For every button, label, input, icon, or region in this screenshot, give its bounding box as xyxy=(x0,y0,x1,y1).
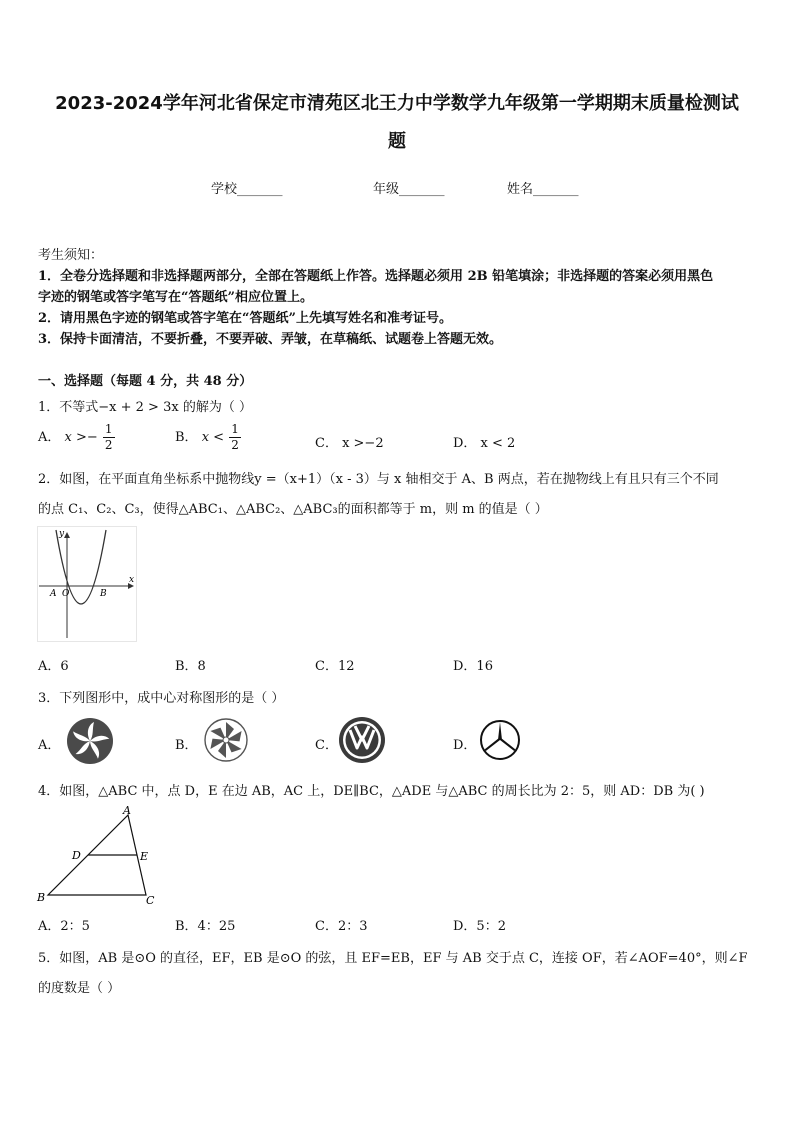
fig-label-x: x xyxy=(129,575,135,585)
q5-stem-2: 的度数是（ ） xyxy=(38,981,121,996)
fig-label-c: C xyxy=(146,894,155,905)
fig-label-e: E xyxy=(140,850,149,863)
q5-stem-1: 5．如图，AB 是⊙O 的直径，EF，EB 是⊙O 的弦，且 EF=EB，EF 与 AB 交于点 C，连接 OF，若∠AOF=40°，则∠F xyxy=(38,951,748,966)
q2-option-a: A．6 xyxy=(38,659,69,674)
q4-option-d: D．5：2 xyxy=(453,919,506,934)
student-info xyxy=(0,178,794,200)
section-heading: 一、选择题（每题 4 分，共 48 分） xyxy=(38,374,253,389)
q1-stem: 1．不等式−x + 2 > 3x 的解为（ ） xyxy=(38,400,252,415)
q1-a-den: 2 xyxy=(104,438,113,452)
q2-stem-1: 2．如图，在平面直角坐标系中抛物线y =（x+1）（x - 3）与 x 轴相交于 A、B 两点，若在抛物线上有且只有三个不同 xyxy=(38,472,719,487)
fig-label-b: B xyxy=(37,891,46,904)
q1-option-b xyxy=(175,422,242,453)
q1-b-prefix: x < xyxy=(201,430,225,445)
q3-option-a-label: A． xyxy=(38,738,61,753)
q1-option-a xyxy=(38,422,116,453)
q1-option-d: D． x < 2 xyxy=(453,436,516,451)
q1-a-label: A． xyxy=(38,430,61,445)
title-line-2: 题 xyxy=(388,131,406,152)
q2-option-b: B．8 xyxy=(175,659,206,674)
fig-label-b: B xyxy=(100,589,107,599)
q1-b-label: B． xyxy=(175,430,198,445)
q3-option-d-label: D． xyxy=(453,738,477,753)
vw-logo-icon xyxy=(338,716,386,764)
fig-label-o: O xyxy=(62,589,70,599)
q4-option-c: C．2：3 xyxy=(315,919,368,934)
q1-a-fraction xyxy=(103,422,115,453)
q4-option-a: A．2：5 xyxy=(38,919,90,934)
notice-line-3: 3．保持卡面清洁，不要折叠，不要弄破、弄皱，在草稿纸、试题卷上答题无效。 xyxy=(38,332,503,347)
q1-a-num: 1 xyxy=(104,422,113,436)
q3-stem: 3．下列图形中，成中心对称图形的是（ ） xyxy=(38,691,285,706)
q4-option-b: B．4：25 xyxy=(175,919,236,934)
notice-line-2: 2．请用黑色字迹的钢笔或答字笔在“答题纸”上先填写姓名和准考证号。 xyxy=(38,311,453,326)
fig-label-a: A xyxy=(123,805,131,817)
pinwheel-logo-icon xyxy=(203,717,249,763)
q1-a-prefix: x >− xyxy=(64,430,98,445)
q1-b-den: 2 xyxy=(231,438,239,452)
notice-line-1: 1．全卷分选择题和非选择题两部分，全部在答题纸上作答。选择题必须用 2B 铅笔填涂；非选择题的答案必须用黑色 xyxy=(38,269,714,284)
page-title xyxy=(30,85,764,161)
fig-label-y: y xyxy=(59,529,65,539)
name-field: 姓名_______ xyxy=(507,182,579,197)
school-field: 学校_______ xyxy=(211,182,283,197)
q2-stem-2: 的点 C₁、C₂、C₃，使得△ABC₁、△ABC₂、△ABC₃的面积都等于 m，则 m 的值是（ ） xyxy=(38,502,548,517)
q3-option-b-label: B． xyxy=(175,738,198,753)
q2-option-d: D．16 xyxy=(453,659,493,674)
notice-line-1b: 字迹的钢笔或答字笔写在“答题纸”相应位置上。 xyxy=(38,290,313,305)
fig-label-a: A xyxy=(50,589,57,599)
q2-parabola-figure xyxy=(37,526,137,642)
title-line-1: 2023-2024学年河北省保定市清苑区北王力中学数学九年级第一学期期末质量检测试 xyxy=(55,93,739,114)
q2-option-c: C．12 xyxy=(315,659,355,674)
q1-b-num: 1 xyxy=(231,422,239,436)
bauhinia-logo-icon xyxy=(66,717,114,765)
fig-label-d: D xyxy=(72,849,81,862)
q3-option-c-label: C． xyxy=(315,738,338,753)
q1-option-c: C． x >−2 xyxy=(315,436,384,451)
mercedes-logo-icon xyxy=(478,718,522,762)
q1-b-fraction xyxy=(229,422,241,453)
notice-heading: 考生须知： xyxy=(38,248,104,263)
y-axis-arrow-icon xyxy=(64,532,70,538)
q4-stem: 4．如图，△ABC 中，点 D，E 在边 AB，AC 上，DE∥BC，△ADE 与△ABC 的周长比为 2：5，则 AD：DB 为( ) xyxy=(38,784,705,799)
q4-triangle-figure xyxy=(36,805,162,905)
grade-field: 年级_______ xyxy=(373,182,445,197)
